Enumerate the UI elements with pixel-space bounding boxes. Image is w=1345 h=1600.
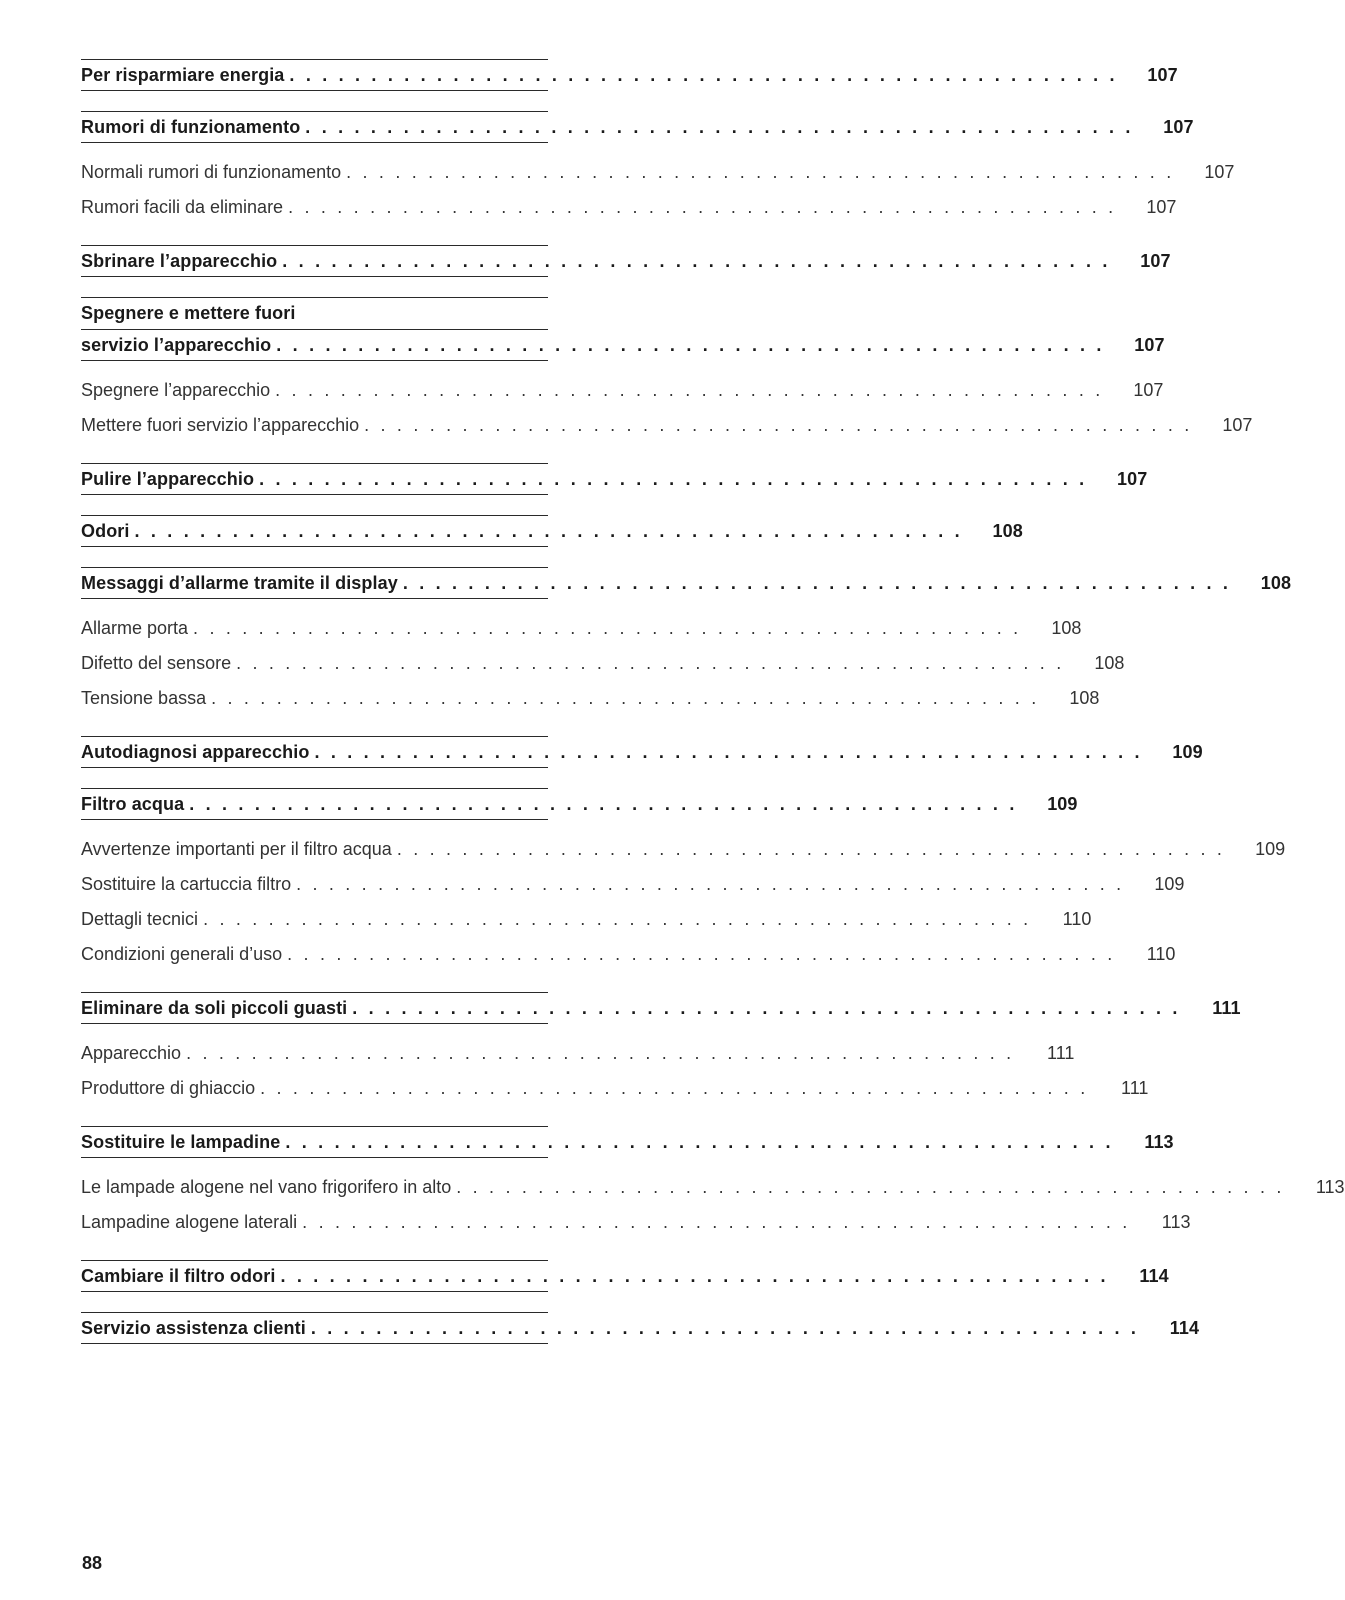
toc-entry-title: Sostituire le lampadine [81, 1131, 281, 1152]
toc-section [81, 463, 1148, 495]
toc-entry-row[interactable] [81, 737, 1203, 767]
dot-leader: . . . . . . . . . . . . . . . . . . . . . . . . . . . . . . . . . . . . . . . . . . . . . . . . . . . [203, 909, 1032, 929]
toc-entry-row[interactable] [81, 1127, 1174, 1157]
toc-entry-page: 107 [1140, 250, 1171, 271]
toc-entry-title: Normali rumori di funzionamento [81, 162, 342, 182]
toc-entry-title: Sbrinare l’apparecchio [81, 250, 278, 271]
toc-entry-page: 113 [1144, 1131, 1174, 1152]
toc-subsections [81, 1024, 1149, 1106]
toc-section [81, 788, 1078, 820]
dot-leader: . . . . . . . . . . . . . . . . . . . . . . . . . . . . . . . . . . . . . . . . . . . . . . . . . . . [276, 334, 1105, 355]
toc-entry-row[interactable] [81, 1261, 1169, 1291]
toc-subsections [81, 1158, 1345, 1240]
toc-entry-page: 111 [1047, 1043, 1075, 1063]
toc-entry-row[interactable] [81, 155, 1235, 190]
dot-leader: . . . . . . . . . . . . . . . . . . . . . . . . . . . . . . . . . . . . . . . . . . . . . . . . . . . [456, 1177, 1285, 1197]
toc-entry-row[interactable] [81, 611, 1082, 646]
toc-entry-page: 107 [1147, 64, 1178, 85]
toc-entry-title: Allarme porta [81, 618, 189, 638]
toc-entry-page: 110 [1062, 909, 1092, 929]
toc-entry-title: Rumori facili da eliminare [81, 197, 284, 217]
toc-entry-title: Le lampade alogene nel vano frigorifero in alto [81, 1177, 452, 1197]
toc-entry-row[interactable] [81, 190, 1177, 225]
toc-entry-page: 109 [1255, 839, 1286, 859]
toc-section [81, 59, 1178, 91]
toc-entry-page: 107 [1133, 380, 1164, 400]
dot-leader: . . . . . . . . . . . . . . . . . . . . . . . . . . . . . . . . . . . . . . . . . . . . . . . . . . . [305, 116, 1134, 137]
dot-leader: . . . . . . . . . . . . . . . . . . . . . . . . . . . . . . . . . . . . . . . . . . . . . . . . . . . [346, 162, 1175, 182]
toc-entry-row[interactable] [81, 681, 1100, 716]
toc-entry-page: 110 [1146, 944, 1176, 964]
dot-leader: . . . . . . . . . . . . . . . . . . . . . . . . . . . . . . . . . . . . . . . . . . . . . . . . . . . [275, 380, 1104, 400]
toc-entry-title: Servizio assistenza clienti [81, 1317, 306, 1338]
toc-section [81, 1126, 1174, 1158]
toc-entry-title: Per risparmiare energia [81, 64, 285, 85]
toc-entry-title: Filtro acqua [81, 793, 185, 814]
toc-section [81, 736, 1203, 768]
toc-entry-title: Dettagli tecnici [81, 909, 199, 929]
toc-entry-title: Produttore di ghiaccio [81, 1078, 256, 1098]
toc-entry-title: Odori [81, 520, 130, 541]
toc-entry-page: 109 [1047, 793, 1078, 814]
toc-section [81, 297, 548, 329]
toc-entry-title: Tensione bassa [81, 688, 207, 708]
toc-entry-page: 114 [1139, 1265, 1169, 1286]
toc-entry-row[interactable] [81, 373, 1164, 408]
dot-leader: . . . . . . . . . . . . . . . . . . . . . . . . . . . . . . . . . . . . . . . . . . . . . . . . . . . [236, 653, 1065, 673]
toc-entry-page: 107 [1204, 162, 1235, 182]
dot-leader: . . . . . . . . . . . . . . . . . . . . . . . . . . . . . . . . . . . . . . . . . . . . . . . . . . . [285, 1131, 1114, 1152]
toc-entry-row[interactable] [81, 937, 1176, 972]
toc-entry-title: Messaggi d’allarme tramite il display [81, 572, 398, 593]
table-of-contents [81, 59, 1345, 1344]
toc-subsections [81, 820, 1286, 972]
dot-leader: . . . . . . . . . . . . . . . . . . . . . . . . . . . . . . . . . . . . . . . . . . . . . . . . . . . [193, 618, 1022, 638]
toc-entry-page: 107 [1134, 334, 1165, 355]
dot-leader: . . . . . . . . . . . . . . . . . . . . . . . . . . . . . . . . . . . . . . . . . . . . . . . . . . . [396, 839, 1226, 859]
toc-section [81, 992, 1241, 1024]
toc-entry-row[interactable] [81, 112, 1194, 142]
toc-entry-row[interactable] [81, 1071, 1149, 1106]
dot-leader: . . . . . . . . . . . . . . . . . . . . . . . . . . . . . . . . . . . . . . . . . . . . . . . . . . . [296, 874, 1125, 894]
toc-section [81, 567, 1292, 599]
toc-entry-page: 113 [1161, 1212, 1191, 1232]
toc-entry-page: 108 [1051, 618, 1082, 638]
toc-entry-row[interactable] [81, 646, 1125, 681]
page-number: 88 [82, 1553, 103, 1573]
dot-leader: . . . . . . . . . . . . . . . . . . . . . . . . . . . . . . . . . . . . . . . . . . . . . . . . . . . [186, 1043, 1015, 1063]
toc-entry-row[interactable] [81, 408, 1253, 443]
toc-entry-row[interactable] [81, 516, 1023, 546]
toc-entry-title: Cambiare il filtro odori [81, 1265, 276, 1286]
toc-entry-page: 108 [1094, 653, 1125, 673]
toc-entry-title: Apparecchio [81, 1043, 182, 1063]
toc-entry-title: Mettere fuori servizio l’apparecchio [81, 415, 360, 435]
toc-entry-title-line1: Spegnere e mettere fuori [81, 303, 296, 323]
dot-leader: . . . . . . . . . . . . . . . . . . . . . . . . . . . . . . . . . . . . . . . . . . . . . . . . . . . [289, 64, 1118, 85]
toc-entry-row[interactable] [81, 568, 1292, 598]
toc-entry-title: servizio l’apparecchio [81, 334, 272, 355]
toc-entry-row[interactable] [81, 298, 548, 329]
dot-leader: . . . . . . . . . . . . . . . . . . . . . . . . . . . . . . . . . . . . . . . . . . . . . . . . . . . [310, 1317, 1140, 1338]
dot-leader: . . . . . . . . . . . . . . . . . . . . . . . . . . . . . . . . . . . . . . . . . . . . . . . . . . . [287, 944, 1116, 964]
toc-entry-row[interactable] [81, 832, 1286, 867]
dot-leader: . . . . . . . . . . . . . . . . . . . . . . . . . . . . . . . . . . . . . . . . . . . . . . . . . . . [134, 520, 963, 541]
toc-entry-title: Condizioni generali d’uso [81, 944, 283, 964]
dot-leader: . . . . . . . . . . . . . . . . . . . . . . . . . . . . . . . . . . . . . . . . . . . . . . . . . . . [260, 1078, 1089, 1098]
dot-leader: . . . . . . . . . . . . . . . . . . . . . . . . . . . . . . . . . . . . . . . . . . . . . . . . . . . [282, 250, 1111, 271]
toc-entry-page: 109 [1172, 741, 1203, 762]
toc-section [81, 111, 1194, 143]
toc-entry-title: Sostituire la cartuccia filtro [81, 874, 292, 894]
toc-entry-row[interactable] [81, 60, 1178, 90]
toc-section [81, 515, 1023, 547]
dot-leader: . . . . . . . . . . . . . . . . . . . . . . . . . . . . . . . . . . . . . . . . . . . . . . . . . . . [302, 1212, 1131, 1232]
toc-entry-page: 111 [1121, 1078, 1149, 1098]
toc-entry-title: Eliminare da soli piccoli guasti [81, 997, 348, 1018]
toc-section [81, 1260, 1169, 1292]
toc-entry-row[interactable] [81, 1313, 1200, 1343]
dot-leader: . . . . . . . . . . . . . . . . . . . . . . . . . . . . . . . . . . . . . . . . . . . . . . . . . . . [402, 572, 1232, 593]
toc-entry-page: 108 [1069, 688, 1100, 708]
toc-entry-title: Autodiagnosi apparecchio [81, 741, 310, 762]
toc-entry-title: Difetto del sensore [81, 653, 232, 673]
dot-leader: . . . . . . . . . . . . . . . . . . . . . . . . . . . . . . . . . . . . . . . . . . . . . . . . . . . [364, 415, 1193, 435]
toc-entry-row[interactable] [81, 1036, 1075, 1071]
toc-subsections [81, 599, 1125, 716]
toc-entry-row[interactable] [81, 867, 1185, 902]
dot-leader: . . . . . . . . . . . . . . . . . . . . . . . . . . . . . . . . . . . . . . . . . . . . . . . . . . . [259, 468, 1088, 489]
toc-section-continued [81, 329, 1165, 361]
toc-entry-page: 111 [1212, 997, 1241, 1018]
toc-entry-title: Pulire l’apparecchio [81, 468, 255, 489]
toc-entry-page: 107 [1117, 468, 1148, 489]
toc-entry-page: 109 [1154, 874, 1185, 894]
dot-leader: . . . . . . . . . . . . . . . . . . . . . . . . . . . . . . . . . . . . . . . . . . . . . . . . . . . [352, 997, 1181, 1018]
toc-entry-page: 113 [1315, 1177, 1345, 1197]
toc-entry-title: Spegnere l’apparecchio [81, 380, 271, 400]
dot-leader: . . . . . . . . . . . . . . . . . . . . . . . . . . . . . . . . . . . . . . . . . . . . . . . . . . . [288, 197, 1117, 217]
toc-entry-row[interactable] [81, 1170, 1345, 1205]
toc-entry-page: 107 [1222, 415, 1253, 435]
toc-entry-title: Lampadine alogene laterali [81, 1212, 298, 1232]
dot-leader: . . . . . . . . . . . . . . . . . . . . . . . . . . . . . . . . . . . . . . . . . . . . . . . . . . . [189, 793, 1018, 814]
dot-leader: . . . . . . . . . . . . . . . . . . . . . . . . . . . . . . . . . . . . . . . . . . . . . . . . . . . [211, 688, 1040, 708]
toc-entry-row[interactable] [81, 993, 1241, 1023]
toc-section [81, 245, 1171, 277]
toc-subsections [81, 361, 1253, 443]
toc-entry-row[interactable] [81, 330, 1165, 360]
toc-entry-page: 108 [992, 520, 1023, 541]
toc-entry-page: 107 [1146, 197, 1177, 217]
dot-leader: . . . . . . . . . . . . . . . . . . . . . . . . . . . . . . . . . . . . . . . . . . . . . . . . . . . [280, 1265, 1109, 1286]
toc-entry-page: 114 [1169, 1317, 1200, 1338]
dot-leader: . . . . . . . . . . . . . . . . . . . . . . . . . . . . . . . . . . . . . . . . . . . . . . . . . . . [314, 741, 1143, 762]
toc-entry-page: 107 [1163, 116, 1194, 137]
toc-entry-title: Avvertenze importanti per il filtro acqua [81, 839, 392, 859]
toc-subsections [81, 143, 1235, 225]
toc-entry-title: Rumori di funzionamento [81, 116, 301, 137]
toc-section [81, 1312, 1200, 1344]
toc-entry-row[interactable] [81, 1205, 1191, 1240]
toc-entry-row[interactable] [81, 789, 1078, 819]
toc-entry-row[interactable] [81, 902, 1092, 937]
toc-entry-page: 108 [1260, 572, 1292, 593]
toc-entry-row[interactable] [81, 464, 1148, 494]
toc-entry-row[interactable] [81, 246, 1171, 276]
